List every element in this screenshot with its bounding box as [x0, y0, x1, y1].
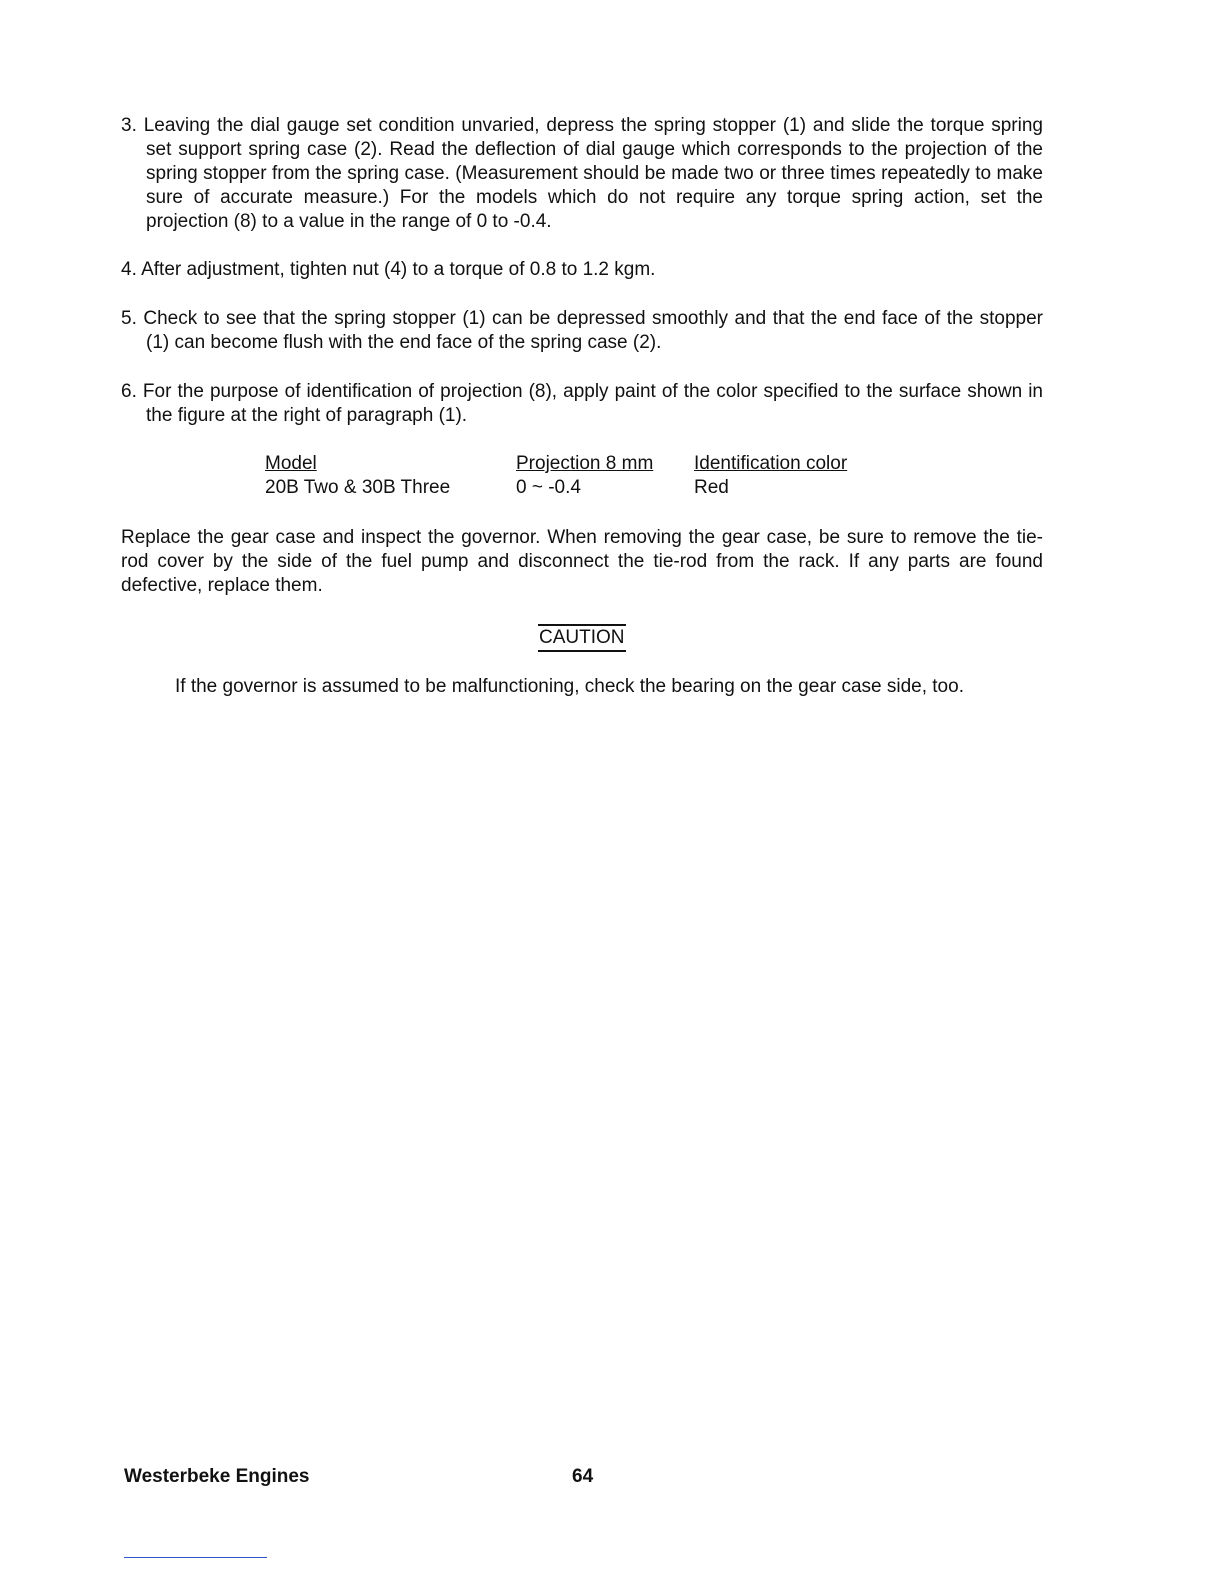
cell-projection: 0 ~ -0.4 [516, 477, 581, 498]
footer-page-number: 64 [572, 1466, 594, 1487]
step-5 [121, 307, 1043, 355]
step-text: Leaving the dial gauge set condition unvaried, depress the spring stopper (1) and slide the torque spring set support spring case (2). Read the deflection of dial gauge which corresponds to the projection of the spring stopper from the spring case. (Measurement should be made two or three times repeatedly to make sure of accurate measure.) For the models which do not require any torque spring action, set the projection (8) to a value in the range of 0 to -0.4. [143, 115, 1043, 232]
step-4 [121, 258, 1043, 282]
step-number: 3. [121, 115, 137, 136]
footer-divider [124, 1557, 267, 1558]
column-header-color: Identification color [694, 453, 848, 474]
cell-color: Red [694, 477, 729, 498]
cell-model: 20B Two & 30B Three [265, 477, 451, 498]
footer-company: Westerbeke Engines [124, 1466, 310, 1487]
caution-heading: CAUTION [538, 624, 626, 652]
step-text: For the purpose of identification of projection (8), apply paint of the color specified to the surface shown in the figure at the right of paragraph (1). [142, 381, 1043, 426]
step-6 [121, 380, 1043, 428]
step-number: 5. [121, 308, 137, 329]
step-number: 4. [121, 259, 137, 280]
step-text: After adjustment, tighten nut (4) to a torque of 0.8 to 1.2 kgm. [141, 259, 656, 280]
caution-text: If the governor is assumed to be malfunctioning, check the bearing on the gear case side, too. [175, 676, 964, 697]
gear-case-paragraph: Replace the gear case and inspect the governor. When removing the gear case, be sure to remove the tie-rod cover by the side of the fuel pump and disconnect the tie-rod from the rack. If any parts are found defective, replace them. [121, 527, 1043, 596]
column-header-projection: Projection 8 mm [516, 453, 654, 474]
step-text: Check to see that the spring stopper (1) can be depressed smoothly and that the end face of the stopper (1) can become flush with the end face of the spring case (2). [143, 308, 1044, 353]
step-3 [121, 114, 1043, 234]
column-header-model: Model [265, 453, 317, 474]
step-number: 6. [121, 381, 137, 402]
